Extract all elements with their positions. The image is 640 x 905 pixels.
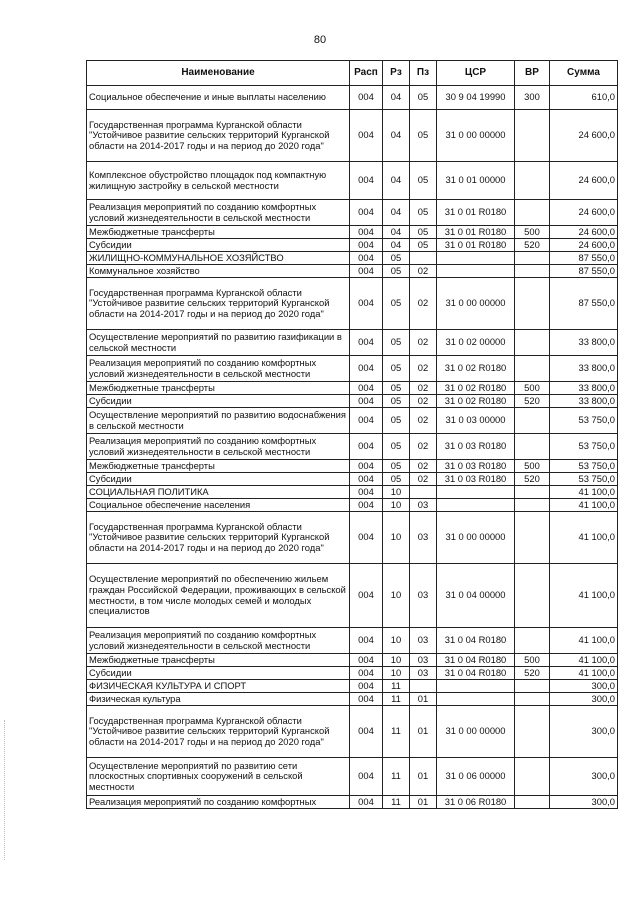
cell-name: Социальное обеспечение населения bbox=[87, 499, 350, 512]
header-name: Наименование bbox=[87, 61, 350, 86]
cell-vr bbox=[515, 162, 550, 200]
cell-name: Субсидии bbox=[87, 395, 350, 408]
cell-sum: 300,0 bbox=[550, 758, 618, 796]
cell-sum: 41 100,0 bbox=[550, 564, 618, 628]
cell-pz: 03 bbox=[410, 564, 437, 628]
cell-vr bbox=[515, 330, 550, 356]
cell-name: Реализация мероприятий по созданию комфортных bbox=[87, 796, 350, 809]
cell-rasp: 004 bbox=[350, 654, 383, 667]
cell-name: Осуществление мероприятий по развитию водоснабжения в сельской местности bbox=[87, 408, 350, 434]
cell-name: Реализация мероприятий по созданию комфортных условий жизнедеятельности в сельской местности bbox=[87, 434, 350, 460]
cell-vr bbox=[515, 486, 550, 499]
cell-name: Осуществление мероприятий по обеспечению жильем граждан Российской Федерации, проживающих в сельской местности, в том числе молодых семей и молодых специалистов bbox=[87, 564, 350, 628]
cell-name: Субсидии bbox=[87, 667, 350, 680]
cell-vr bbox=[515, 434, 550, 460]
cell-vr: 500 bbox=[515, 654, 550, 667]
cell-sum: 300,0 bbox=[550, 706, 618, 758]
cell-pz: 03 bbox=[410, 512, 437, 564]
cell-csr: 31 0 02 R0180 bbox=[437, 395, 515, 408]
table-row bbox=[87, 200, 618, 226]
cell-vr: 520 bbox=[515, 239, 550, 252]
table-row bbox=[87, 758, 618, 796]
margin-dots bbox=[4, 720, 6, 860]
cell-pz: 02 bbox=[410, 278, 437, 330]
cell-rz: 04 bbox=[383, 162, 410, 200]
cell-name: Субсидии bbox=[87, 473, 350, 486]
cell-csr: 31 0 06 R0180 bbox=[437, 796, 515, 809]
cell-csr: 31 0 00 00000 bbox=[437, 512, 515, 564]
cell-rz: 10 bbox=[383, 486, 410, 499]
table-row bbox=[87, 473, 618, 486]
cell-pz: 01 bbox=[410, 758, 437, 796]
cell-pz: 02 bbox=[410, 434, 437, 460]
cell-rasp: 004 bbox=[350, 330, 383, 356]
cell-vr: 500 bbox=[515, 460, 550, 473]
cell-vr bbox=[515, 278, 550, 330]
cell-rasp: 004 bbox=[350, 395, 383, 408]
cell-vr bbox=[515, 110, 550, 162]
cell-pz: 02 bbox=[410, 460, 437, 473]
cell-pz: 03 bbox=[410, 628, 437, 654]
cell-vr bbox=[515, 564, 550, 628]
cell-name: Социальное обеспечение и иные выплаты населению bbox=[87, 86, 350, 110]
cell-csr: 31 0 04 R0180 bbox=[437, 654, 515, 667]
cell-pz bbox=[410, 680, 437, 693]
table-row bbox=[87, 499, 618, 512]
cell-rasp: 004 bbox=[350, 356, 383, 382]
table-row bbox=[87, 356, 618, 382]
cell-csr: 31 0 03 00000 bbox=[437, 408, 515, 434]
cell-csr: 31 0 04 R0180 bbox=[437, 628, 515, 654]
cell-sum: 24 600,0 bbox=[550, 200, 618, 226]
cell-vr bbox=[515, 265, 550, 278]
cell-csr: 31 0 02 R0180 bbox=[437, 382, 515, 395]
cell-name: СОЦИАЛЬНАЯ ПОЛИТИКА bbox=[87, 486, 350, 499]
cell-pz: 05 bbox=[410, 162, 437, 200]
cell-pz: 03 bbox=[410, 667, 437, 680]
cell-rasp: 004 bbox=[350, 680, 383, 693]
cell-rz: 11 bbox=[383, 758, 410, 796]
cell-sum: 41 100,0 bbox=[550, 486, 618, 499]
table-row bbox=[87, 226, 618, 239]
cell-rasp: 004 bbox=[350, 278, 383, 330]
table-row bbox=[87, 265, 618, 278]
table-row bbox=[87, 86, 618, 110]
cell-rz: 05 bbox=[383, 395, 410, 408]
cell-csr: 31 0 04 00000 bbox=[437, 564, 515, 628]
cell-rz: 05 bbox=[383, 460, 410, 473]
cell-rz: 10 bbox=[383, 667, 410, 680]
cell-rz: 05 bbox=[383, 330, 410, 356]
cell-pz: 05 bbox=[410, 110, 437, 162]
cell-sum: 53 750,0 bbox=[550, 408, 618, 434]
cell-rz: 10 bbox=[383, 499, 410, 512]
cell-rz: 11 bbox=[383, 693, 410, 706]
cell-vr bbox=[515, 356, 550, 382]
cell-sum: 300,0 bbox=[550, 796, 618, 809]
cell-rz: 04 bbox=[383, 110, 410, 162]
cell-vr bbox=[515, 706, 550, 758]
cell-rz: 04 bbox=[383, 239, 410, 252]
cell-rasp: 004 bbox=[350, 252, 383, 265]
cell-rz: 05 bbox=[383, 252, 410, 265]
cell-vr: 300 bbox=[515, 86, 550, 110]
cell-rz: 10 bbox=[383, 564, 410, 628]
cell-csr: 31 0 03 R0180 bbox=[437, 434, 515, 460]
cell-rasp: 004 bbox=[350, 460, 383, 473]
cell-rz: 10 bbox=[383, 654, 410, 667]
cell-sum: 610,0 bbox=[550, 86, 618, 110]
table-header-row bbox=[87, 61, 618, 86]
cell-pz: 02 bbox=[410, 408, 437, 434]
cell-csr: 31 0 06 00000 bbox=[437, 758, 515, 796]
header-rasp: Расп bbox=[350, 61, 383, 86]
cell-csr bbox=[437, 499, 515, 512]
cell-rz: 11 bbox=[383, 680, 410, 693]
cell-vr: 520 bbox=[515, 667, 550, 680]
cell-vr bbox=[515, 693, 550, 706]
table-row bbox=[87, 693, 618, 706]
cell-csr: 31 0 02 R0180 bbox=[437, 356, 515, 382]
cell-name: Физическая культура bbox=[87, 693, 350, 706]
cell-name: Государственная программа Курганской области "Устойчивое развитие сельских территорий Курганской области на 2014-2017 годы и на период до 2020 года" bbox=[87, 110, 350, 162]
cell-pz: 05 bbox=[410, 200, 437, 226]
cell-pz: 03 bbox=[410, 499, 437, 512]
budget-table bbox=[86, 60, 618, 809]
cell-name: Межбюджетные трансферты bbox=[87, 654, 350, 667]
cell-rasp: 004 bbox=[350, 758, 383, 796]
cell-csr: 31 0 02 00000 bbox=[437, 330, 515, 356]
cell-sum: 33 800,0 bbox=[550, 330, 618, 356]
table-row bbox=[87, 110, 618, 162]
cell-csr: 31 0 00 00000 bbox=[437, 278, 515, 330]
cell-vr bbox=[515, 680, 550, 693]
cell-name: Межбюджетные трансферты bbox=[87, 226, 350, 239]
table-row bbox=[87, 162, 618, 200]
cell-rasp: 004 bbox=[350, 564, 383, 628]
cell-csr bbox=[437, 693, 515, 706]
table-row bbox=[87, 628, 618, 654]
cell-pz: 02 bbox=[410, 473, 437, 486]
cell-rasp: 004 bbox=[350, 265, 383, 278]
table-row bbox=[87, 330, 618, 356]
cell-rz: 11 bbox=[383, 706, 410, 758]
cell-sum: 41 100,0 bbox=[550, 628, 618, 654]
table-row bbox=[87, 395, 618, 408]
cell-vr bbox=[515, 252, 550, 265]
header-sum: Сумма bbox=[550, 61, 618, 86]
cell-rasp: 004 bbox=[350, 382, 383, 395]
cell-rasp: 004 bbox=[350, 408, 383, 434]
cell-csr: 31 0 01 R0180 bbox=[437, 226, 515, 239]
cell-pz: 02 bbox=[410, 395, 437, 408]
cell-pz: 05 bbox=[410, 86, 437, 110]
table-row bbox=[87, 434, 618, 460]
cell-rz: 05 bbox=[383, 408, 410, 434]
cell-csr: 30 9 04 19990 bbox=[437, 86, 515, 110]
cell-name: Коммунальное хозяйство bbox=[87, 265, 350, 278]
cell-sum: 41 100,0 bbox=[550, 499, 618, 512]
cell-rasp: 004 bbox=[350, 499, 383, 512]
cell-vr: 500 bbox=[515, 382, 550, 395]
cell-sum: 87 550,0 bbox=[550, 278, 618, 330]
cell-rasp: 004 bbox=[350, 86, 383, 110]
cell-vr: 520 bbox=[515, 473, 550, 486]
cell-csr bbox=[437, 486, 515, 499]
cell-csr: 31 0 00 00000 bbox=[437, 110, 515, 162]
table-row bbox=[87, 654, 618, 667]
cell-pz: 01 bbox=[410, 796, 437, 809]
cell-vr bbox=[515, 499, 550, 512]
cell-rasp: 004 bbox=[350, 693, 383, 706]
table-row bbox=[87, 460, 618, 473]
cell-sum: 53 750,0 bbox=[550, 460, 618, 473]
cell-sum: 33 800,0 bbox=[550, 382, 618, 395]
cell-rz: 05 bbox=[383, 278, 410, 330]
cell-sum: 53 750,0 bbox=[550, 473, 618, 486]
cell-pz: 02 bbox=[410, 382, 437, 395]
cell-name: Субсидии bbox=[87, 239, 350, 252]
cell-sum: 24 600,0 bbox=[550, 226, 618, 239]
cell-csr: 31 0 01 R0180 bbox=[437, 239, 515, 252]
cell-sum: 87 550,0 bbox=[550, 265, 618, 278]
cell-rasp: 004 bbox=[350, 628, 383, 654]
cell-vr bbox=[515, 200, 550, 226]
table-row bbox=[87, 706, 618, 758]
cell-sum: 24 600,0 bbox=[550, 162, 618, 200]
cell-rasp: 004 bbox=[350, 473, 383, 486]
cell-csr: 31 0 00 00000 bbox=[437, 706, 515, 758]
cell-vr bbox=[515, 796, 550, 809]
cell-name: ФИЗИЧЕСКАЯ КУЛЬТУРА И СПОРТ bbox=[87, 680, 350, 693]
header-rz: Рз bbox=[383, 61, 410, 86]
cell-name: Реализация мероприятий по созданию комфортных условий жизнедеятельности в сельской местности bbox=[87, 356, 350, 382]
cell-sum: 41 100,0 bbox=[550, 512, 618, 564]
table-body bbox=[87, 86, 618, 809]
cell-pz: 02 bbox=[410, 356, 437, 382]
page-number: 80 bbox=[313, 34, 327, 46]
cell-name: Реализация мероприятий по созданию комфортных условий жизнедеятельности в сельской местности bbox=[87, 628, 350, 654]
cell-rz: 05 bbox=[383, 265, 410, 278]
cell-vr bbox=[515, 512, 550, 564]
cell-sum: 41 100,0 bbox=[550, 654, 618, 667]
cell-rasp: 004 bbox=[350, 226, 383, 239]
cell-pz: 02 bbox=[410, 265, 437, 278]
table-row bbox=[87, 486, 618, 499]
cell-sum: 300,0 bbox=[550, 680, 618, 693]
cell-name: Комплексное обустройство площадок под компактную жилищную застройку в сельской местности bbox=[87, 162, 350, 200]
cell-rasp: 004 bbox=[350, 434, 383, 460]
cell-pz: 01 bbox=[410, 706, 437, 758]
table-row bbox=[87, 239, 618, 252]
cell-csr bbox=[437, 252, 515, 265]
table-row bbox=[87, 382, 618, 395]
cell-pz bbox=[410, 486, 437, 499]
cell-vr bbox=[515, 758, 550, 796]
cell-name: Осуществление мероприятий по развитию газификации в сельской местности bbox=[87, 330, 350, 356]
cell-sum: 33 800,0 bbox=[550, 356, 618, 382]
table-row bbox=[87, 278, 618, 330]
header-pz: Пз bbox=[410, 61, 437, 86]
cell-csr: 31 0 03 R0180 bbox=[437, 460, 515, 473]
cell-rz: 05 bbox=[383, 473, 410, 486]
cell-rasp: 004 bbox=[350, 239, 383, 252]
cell-pz: 03 bbox=[410, 654, 437, 667]
cell-sum: 33 800,0 bbox=[550, 395, 618, 408]
cell-pz: 02 bbox=[410, 330, 437, 356]
cell-csr: 31 0 03 R0180 bbox=[437, 473, 515, 486]
cell-pz: 01 bbox=[410, 693, 437, 706]
cell-rz: 05 bbox=[383, 434, 410, 460]
cell-rz: 04 bbox=[383, 200, 410, 226]
table-row bbox=[87, 408, 618, 434]
table-row bbox=[87, 680, 618, 693]
cell-pz: 05 bbox=[410, 226, 437, 239]
cell-rasp: 004 bbox=[350, 200, 383, 226]
cell-vr bbox=[515, 628, 550, 654]
cell-rasp: 004 bbox=[350, 667, 383, 680]
cell-name: Межбюджетные трансферты bbox=[87, 460, 350, 473]
cell-vr bbox=[515, 408, 550, 434]
cell-name: Государственная программа Курганской области "Устойчивое развитие сельских территорий Курганской области на 2014-2017 годы и на период до 2020 года" bbox=[87, 278, 350, 330]
cell-sum: 41 100,0 bbox=[550, 667, 618, 680]
cell-vr: 520 bbox=[515, 395, 550, 408]
cell-pz bbox=[410, 252, 437, 265]
cell-csr: 31 0 04 R0180 bbox=[437, 667, 515, 680]
cell-rasp: 004 bbox=[350, 110, 383, 162]
header-vr: ВР bbox=[515, 61, 550, 86]
cell-csr: 31 0 01 R0180 bbox=[437, 200, 515, 226]
table-row bbox=[87, 667, 618, 680]
cell-name: Государственная программа Курганской области "Устойчивое развитие сельских территорий Курганской области на 2014-2017 годы и на период до 2020 года" bbox=[87, 706, 350, 758]
cell-rz: 10 bbox=[383, 628, 410, 654]
cell-csr: 31 0 01 00000 bbox=[437, 162, 515, 200]
cell-rz: 10 bbox=[383, 512, 410, 564]
cell-name: ЖИЛИЩНО-КОММУНАЛЬНОЕ ХОЗЯЙСТВО bbox=[87, 252, 350, 265]
cell-rz: 04 bbox=[383, 226, 410, 239]
cell-rasp: 004 bbox=[350, 512, 383, 564]
cell-name: Межбюджетные трансферты bbox=[87, 382, 350, 395]
cell-name: Реализация мероприятий по созданию комфортных условий жизнедеятельности в сельской местности bbox=[87, 200, 350, 226]
cell-name: Осуществление мероприятий по развитию сети плоскостных спортивных сооружений в сельской местности bbox=[87, 758, 350, 796]
cell-rasp: 004 bbox=[350, 162, 383, 200]
cell-rasp: 004 bbox=[350, 486, 383, 499]
cell-name: Государственная программа Курганской области "Устойчивое развитие сельских территорий Курганской области на 2014-2017 годы и на период до 2020 года" bbox=[87, 512, 350, 564]
cell-csr bbox=[437, 680, 515, 693]
cell-sum: 53 750,0 bbox=[550, 434, 618, 460]
cell-rz: 05 bbox=[383, 356, 410, 382]
cell-sum: 24 600,0 bbox=[550, 110, 618, 162]
header-csr: ЦСР bbox=[437, 61, 515, 86]
table-row bbox=[87, 252, 618, 265]
cell-rz: 11 bbox=[383, 796, 410, 809]
cell-vr: 500 bbox=[515, 226, 550, 239]
table-row bbox=[87, 512, 618, 564]
table-row bbox=[87, 564, 618, 628]
cell-rz: 04 bbox=[383, 86, 410, 110]
cell-sum: 87 550,0 bbox=[550, 252, 618, 265]
cell-sum: 24 600,0 bbox=[550, 239, 618, 252]
cell-sum: 300,0 bbox=[550, 693, 618, 706]
cell-rasp: 004 bbox=[350, 706, 383, 758]
table-row bbox=[87, 796, 618, 809]
cell-pz: 05 bbox=[410, 239, 437, 252]
cell-csr bbox=[437, 265, 515, 278]
cell-rz: 05 bbox=[383, 382, 410, 395]
cell-rasp: 004 bbox=[350, 796, 383, 809]
